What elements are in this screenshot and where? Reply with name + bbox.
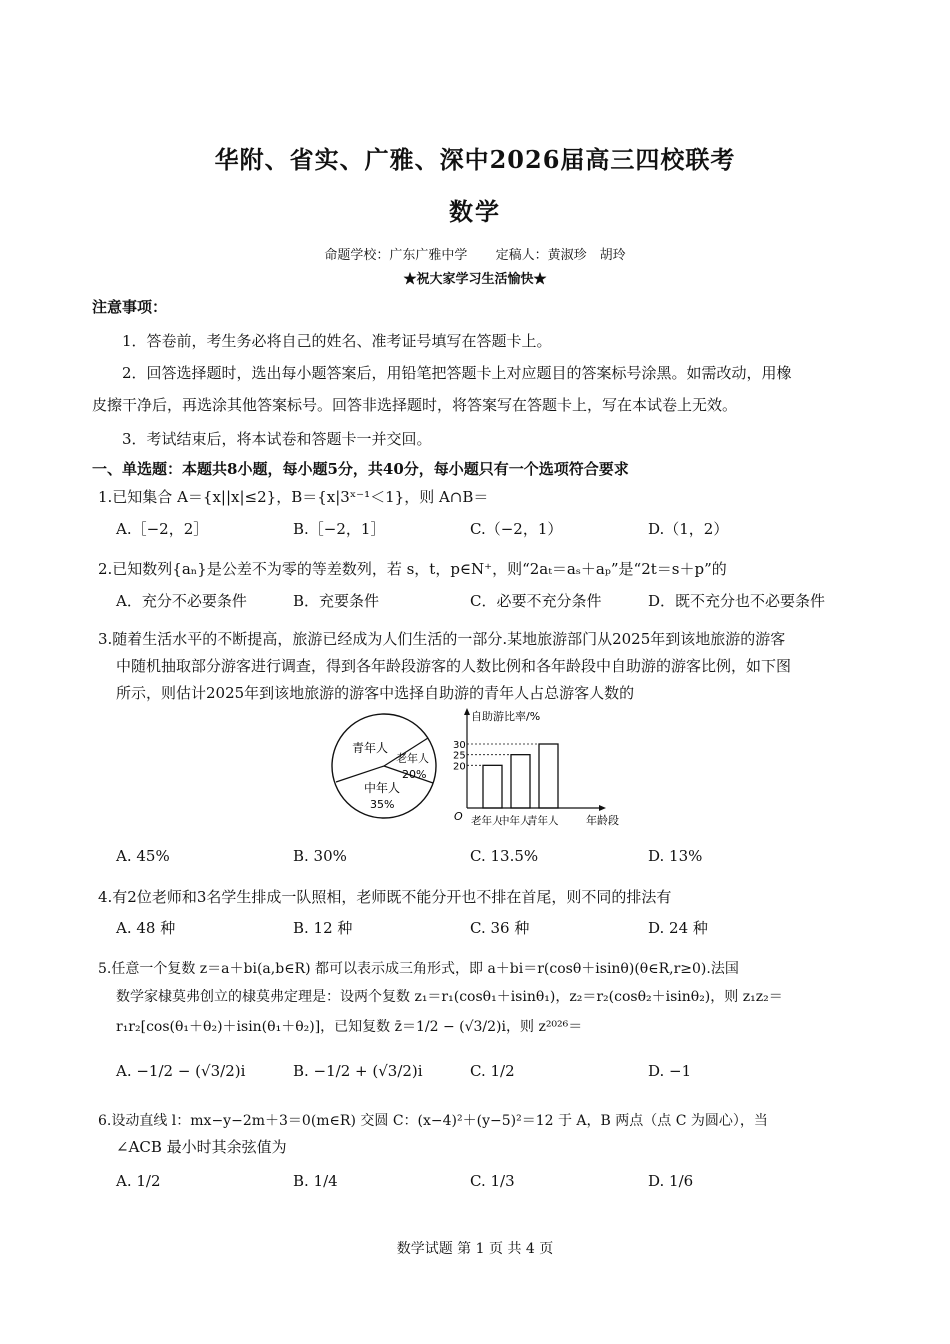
option-a: A. 45% [116,847,170,865]
page-footer: 数学试题 第 1 页 共 4 页 [396,1241,554,1257]
option-b: B. 12 种 [293,919,353,937]
question-6: 6.设动直线 l：mx−y−2m＋3＝0(m∈R) 交圆 C：(x−4)²＋(y−5)²＝12 于 A，B 两点（点 C 为圆心），当 [98,1113,768,1129]
question-1: 1.已知集合 A＝{x||x|≤2}，B＝{x|3ˣ⁻¹＜1}，则 A∩B＝ [98,488,489,506]
question-3-line: 中随机抽取部分游客进行调查，得到各年龄段游客的人数比例和各年龄段中自助游的游客比例，如下图 [116,657,792,675]
notice-item: 皮擦干净后，再选涂其他答案标号。回答非选择题时，将答案写在答题卡上，写在本试卷上无效。 [92,396,738,414]
notice-item: 2．回答选择题时，选出每小题答案后，用铅笔把答题卡上对应题目的答案标号涂黑。如需改动，用橡 [122,364,792,382]
bar-1 [483,765,502,808]
final-reviewer: 定稿人：黄淑珍 胡玲 [495,248,626,263]
x-category-label: 中年人 [499,815,531,827]
self-tour-bar-chart [450,706,630,830]
bar-3 [539,744,558,808]
y-axis-arrow [464,708,470,715]
x-category-label: 青年人 [527,815,559,827]
pie-percent-middle: 35% [370,798,395,811]
option-b: B. −1/2 + (√3/2)i [293,1062,423,1080]
question-5-line: 数学家棣莫弗创立的棣莫弗定理是：设两个复数 z₁＝r₁(cosθ₁＋isinθ₁)，z₂＝r₂(cosθ₂＋isinθ₂)，则 z₁z₂＝ [116,989,783,1005]
wish-line: ★祝大家学习生活愉快★ [403,272,547,287]
pie-divider [336,766,384,782]
question-3-line: 所示，则估计2025年到该地旅游的游客中选择自助游的青年人占总游客人数的 [116,684,635,702]
pie-chart [330,708,440,828]
x-axis-label: 年龄段 [586,814,619,827]
x-category-label: 老年人 [471,815,503,827]
option-a: A. −1/2 − (√3/2)i [116,1062,246,1080]
section-heading: 一、单选题：本题共8小题，每小题5分，共40分，每小题只有一个选项符合要求 [92,460,629,478]
pie-label-middle: 中年人 [364,781,401,795]
bar-2 [511,755,530,808]
question-6-line: ∠ACB 最小时其余弦值为 [116,1138,287,1156]
question-5-line: r₁r₂[cos(θ₁＋θ₂)＋isin(θ₁＋θ₂)]，已知复数 z̄＝1/2 − (√3/2)i，则 z²⁰²⁶＝ [116,1019,583,1035]
option-b: B. 1/4 [293,1172,338,1190]
option-d: D. 1/6 [648,1172,694,1190]
option-b: B．充要条件 [293,592,380,610]
pie-label-elder: 老年人 [396,752,429,765]
question-3: 3.随着生活水平的不断提高，旅游已经成为人们生活的一部分.某地旅游部门从2025年到该地旅游的游客 [98,630,786,648]
notice-item: 1．答卷前，考生务必将自己的姓名、准考证号填写在答题卡上。 [122,332,552,350]
notice-item: 3．考试结束后，将本试卷和答题卡一并交回。 [122,430,432,448]
x-axis-arrow [599,805,606,811]
exam-meta [0,244,950,263]
notice-heading: 注意事项： [92,298,168,316]
option-d: D. 13% [648,847,703,865]
option-c: C. 1/2 [470,1062,515,1080]
option-c: C．必要不充分条件 [470,592,602,610]
option-b: B. 30% [293,847,347,865]
option-c: C. 36 种 [470,919,530,937]
y-tick-label: 30 [453,740,466,751]
option-a: A. 48 种 [116,919,176,937]
option-c: C. 13.5% [470,847,539,865]
option-d: D. 24 种 [648,919,708,937]
y-axis-label: 自助游比率/% [471,710,541,723]
option-b: B.［−2，1］ [293,520,386,538]
pie-percent-elder: 20% [402,768,427,781]
pie-label-youth: 青年人 [352,741,389,755]
setting-school: 命题学校：广东广雅中学 [324,248,468,263]
option-a: A．充分不必要条件 [116,592,247,610]
question-5: 5.任意一个复数 z＝a＋bi(a,b∈R) 都可以表示成三角形式，即 a＋bi＝r(cosθ＋isinθ)(θ∈R,r≥0).法国 [98,961,739,977]
origin-label: O [454,810,463,823]
option-d: D.（1，2） [648,520,729,538]
option-c: C.（−2，1） [470,520,563,538]
subject-title: 数学 [449,197,501,226]
question-4: 4.有2位老师和3名学生排成一队照相，老师既不能分开也不排在首尾，则不同的排法有 [98,888,672,906]
y-tick-label: 20 [453,761,466,773]
option-c: C. 1/3 [470,1172,515,1190]
question-2: 2.已知数列{aₙ}是公差不为零的等差数列，若 s，t，p∈N⁺，则“2aₜ＝aₛ＋aₚ”是“2t＝s＋p”的 [98,560,727,578]
option-a: A. 1/2 [116,1172,161,1190]
option-a: A.［−2，2］ [116,520,209,538]
y-tick-label: 25 [453,750,466,762]
exam-title: 华附、省实、广雅、深中2026届高三四校联考 [214,145,736,174]
option-d: D．既不充分也不必要条件 [648,592,826,610]
option-d: D. −1 [648,1062,692,1080]
